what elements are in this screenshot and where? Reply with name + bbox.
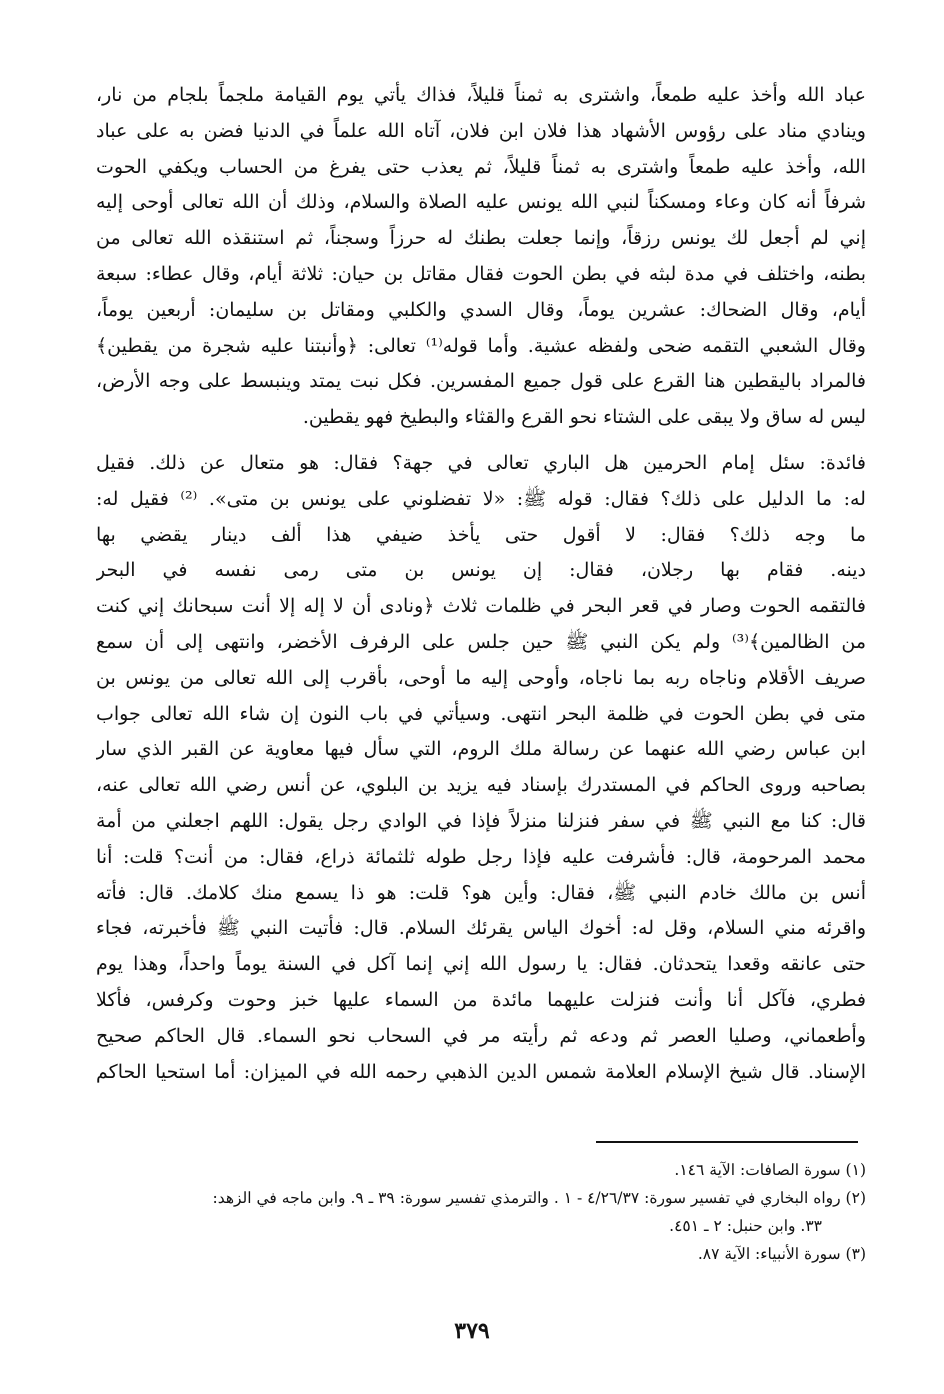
text-line: وقال الشعبي التقمه ضحى ولفظه عشية. وأما قوله⁽¹⁾ تعالى: ﴿وأنبتنا عليه شجرة من يقطين﴾ xyxy=(96,334,866,357)
text-line: قال: كنا مع النبي ﷺ في سفر فنزلنا منزلاً فإذا في الوادي رجل يقول: اللهم اجعلني من أمة xyxy=(96,809,866,832)
text-line: فالتقمه الحوت وصار في قعر البحر في ظلمات ثلاث ﴿ونادى أن لا إله إلا أنت سبحانك إني كنت xyxy=(96,595,866,618)
text-line: ما وجه ذلك؟ فقال: لا أقول حتى يأخذ ضيفي هذا ألف دينار يقضي بها xyxy=(96,523,866,546)
text-line: عباد الله وأخذ عليه طمعاً، واشترى به ثمناً قليلاً، فذاك يأتي يوم القيامة ملجماً بلجام من نار، xyxy=(96,84,866,106)
text-line: إني لم أجعل لك يونس رزقاً، وإنما جعلت بطنك له حرزاً وسجناً، ثم استنقذه الله تعالى من xyxy=(96,227,866,250)
text-line: بصاحبه وروى الحاكم في المستدرك بإسناد فيه يزيد بن البلوي، عن أنس رضي الله تعالى عنه، xyxy=(96,774,866,797)
text-line: وينادي مناد على رؤوس الأشهاد هذا فلان ابن فلان، آتاه الله علماً في الدنيا فضن به على عباد xyxy=(96,119,866,142)
footnote-2-continued: ٣٣. وابن حنبل: ٢ ـ ٤٥١. xyxy=(669,1217,822,1235)
text-line: من الظالمين﴾⁽³⁾ ولم يكن النبي ﷺ حين جلس على الرفرف الأخضر، وانتهى إلى أن سمع xyxy=(96,630,866,653)
footnote-2: (٢) رواه البخاري في تفسير سورة: ٤/٢٦/٣٧ - ١ . والترمذي تفسير سورة: ٣٩ ـ ٩. وابن ماجه في الزهد: xyxy=(212,1189,866,1207)
text-line: أنس بن مالك خادم النبي ﷺ، فقال: وأين هو؟ قلت: هو ذا يسمع منك كلامك. قال: فأته xyxy=(96,881,866,904)
footnote-separator xyxy=(596,1141,858,1143)
text-line: شرفاً أنه كان وعاء ومسكناً لنبي الله يونس عليه الصلاة والسلام، وذلك أن الله تعالى أوحى إليه xyxy=(96,191,866,214)
text-line: أيام، وقال الضحاك: عشرين يوماً، وقال السدي والكلبي ومقاتل بن سليمان: أربعين يوماً، xyxy=(96,298,866,321)
paragraph-2 xyxy=(96,446,866,1090)
page-number: ٣٧٩ xyxy=(454,1318,490,1344)
text-line: متى في بطن الحوت في ظلمة البحر انتهى. وسيأتي في باب النون إن شاء الله تعالى جواب xyxy=(96,702,866,725)
paragraph-1 xyxy=(96,78,866,436)
text-line: له: ما الدليل على ذلك؟ فقال: قوله ﷺ: «لا تفضلوني على يونس بن متى». ⁽²⁾ فقيل له: xyxy=(96,487,866,510)
page-body xyxy=(96,78,866,1090)
text-line: واقرئه مني السلام، وقل له: أخوك الياس يقرئك السلام. قال: فأتيت النبي ﷺ فأخبرته، فجاء xyxy=(96,917,866,940)
paragraph-gap xyxy=(96,436,866,446)
footnote-3: (٣) سورة الأنبياء: الآية ٨٧. xyxy=(697,1245,866,1263)
text-line: الإسناد. قال شيخ الإسلام العلامة شمس الدين الذهبي رحمه الله في الميزان: أما استحيا الحاكم xyxy=(96,1060,866,1083)
text-line: وأطعماني، وصليا العصر ثم ودعه ثم رأيته مر في السحاب نحو السماء. قال الحاكم صحيح xyxy=(96,1024,866,1047)
footnote-1: (١) سورة الصافات: الآية ١٤٦. xyxy=(674,1161,866,1179)
text-line: دينه. فقام بها رجلان، فقال: إن يونس بن متى رمى نفسه في البحر xyxy=(96,559,866,582)
text-line: الله، وأخذ عليه طمعاً واشترى به ثمناً قليلاً، ثم يعذب حتى يفرغ من الحساب ويكفي الحوت xyxy=(96,155,866,178)
text-line: فطري، فآكل أنا وأنت فنزلت عليهما مائدة من السماء عليها خبز وحوت وكرفس، فأكلا xyxy=(96,988,866,1011)
text-line: ليس له ساق ولا يبقى على الشتاء نحو القرع والقثاء والبطيخ فهو يقطين. xyxy=(302,406,866,429)
text-line: حتى عانقه وقعدا يتحدثان. فقال: يا رسول الله إني إنما آكل في السنة يوماً واحداً، وهذا يوم xyxy=(96,953,866,976)
text-line: فالمراد باليقطين هنا القرع على قول جميع المفسرين. فكل نبت يمتد وينبسط على وجه الأرض، xyxy=(96,370,866,393)
text-line: ابن عباس رضي الله عنهما عن رسالة ملك الروم، التي سأل فيها معاوية عن القبر الذي سار xyxy=(96,738,866,761)
text-line: فائدة: سئل إمام الحرمين هل الباري تعالى في جهة؟ فقال: هو متعال عن ذلك. فقيل xyxy=(96,451,866,474)
text-line: صريف الأقلام وناجاه ربه بما ناجاه، وأوحى إليه ما أوحى، بأقرب إلى الله تعالى من يونس بن xyxy=(96,666,866,689)
footnotes xyxy=(96,1156,866,1268)
text-line: محمد المرحومة، قال: فأشرفت عليه فإذا رجل طوله ثلثمائة ذراع، فقال: من أنت؟ قلت: أنا xyxy=(96,845,866,868)
text-line: بطنه، واختلف في مدة لبثه في بطن الحوت فقال مقاتل بن حيان: ثلاثة أيام، وقال عطاء: سبعة xyxy=(96,262,866,285)
